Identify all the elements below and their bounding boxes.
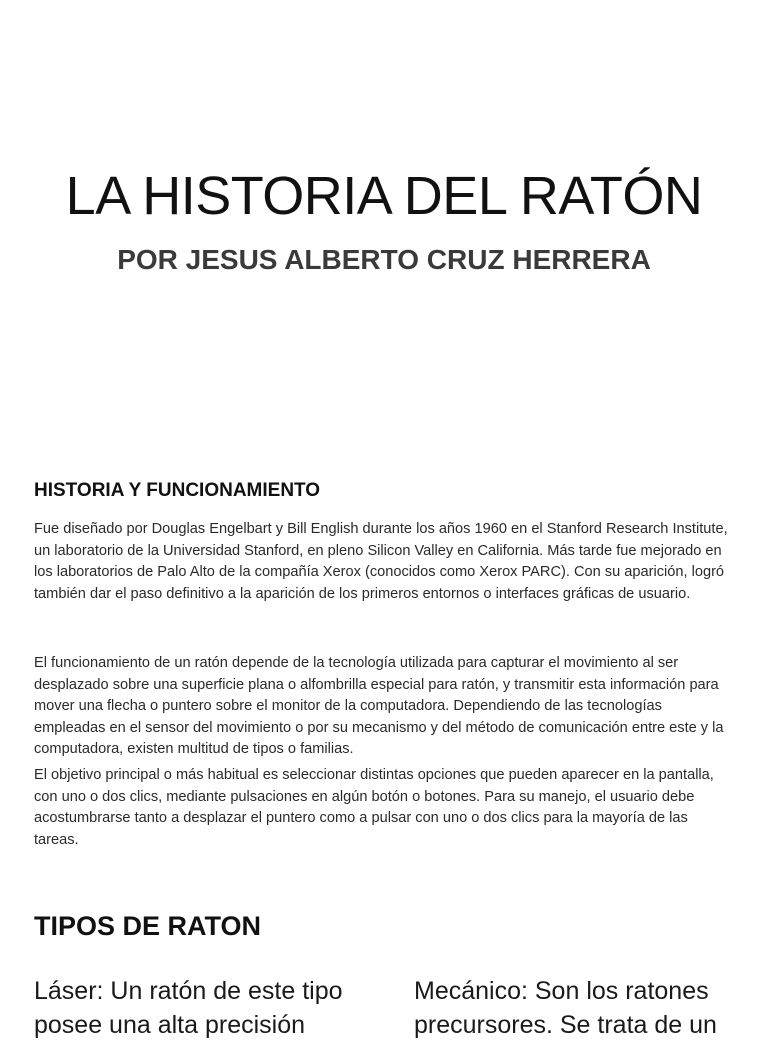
document-subtitle: POR JESUS ALBERTO CRUZ HERRERA xyxy=(117,244,651,275)
section-heading-tipos: TIPOS DE RATON xyxy=(34,911,262,941)
tipo-laser-text: Láser: Un ratón de este tipo posee una alta precisión xyxy=(34,977,343,1039)
section-heading-historia: HISTORIA Y FUNCIONAMIENTO xyxy=(34,480,321,501)
paragraph-historia: Fue diseñado por Douglas Engelbart y Bill English durante los años 1960 en el Stanford Research Institute, un laboratorio de la Universidad Stanford, en pleno Silicon Valley en California. Más tarde fue mejorado en los laboratorios de Palo Alto de la compañía Xerox (conocidos como Xerox PARC). Con su aparición, logró también dar el paso definitivo a la aparición de los primeros entornos o interfaces gráficas de usuario. xyxy=(34,521,728,602)
paragraph-funcionamiento: El funcionamiento de un ratón depende de la tecnología utilizada para capturar el movimiento al ser desplazado sobre una superficie plana o alfombrilla especial para ratón, y transmitir esta información para mover una flecha o puntero sobre el monitor de la computadora. Dependiendo de las tecnologías empleadas en el sensor del movimiento o por su mecanismo y del método de comunicación entre este y la computadora, existen multitud de tipos o familias. xyxy=(34,655,724,757)
document-title: LA HISTORIA DEL RATÓN xyxy=(65,166,703,226)
paragraph-objetivo: El objetivo principal o más habitual es seleccionar distintas opciones que pueden aparecer en la pantalla, con uno o dos clics, mediante pulsaciones en algún botón o botones. Para su manejo, el usuario debe acostumbrarse tanto a desplazar el puntero como a pulsar con uno o dos clics para la mayoría de las tareas. xyxy=(34,767,714,848)
tipo-mecanico-text: Mecánico: Son los ratones precursores. Se trata de un xyxy=(414,977,717,1039)
